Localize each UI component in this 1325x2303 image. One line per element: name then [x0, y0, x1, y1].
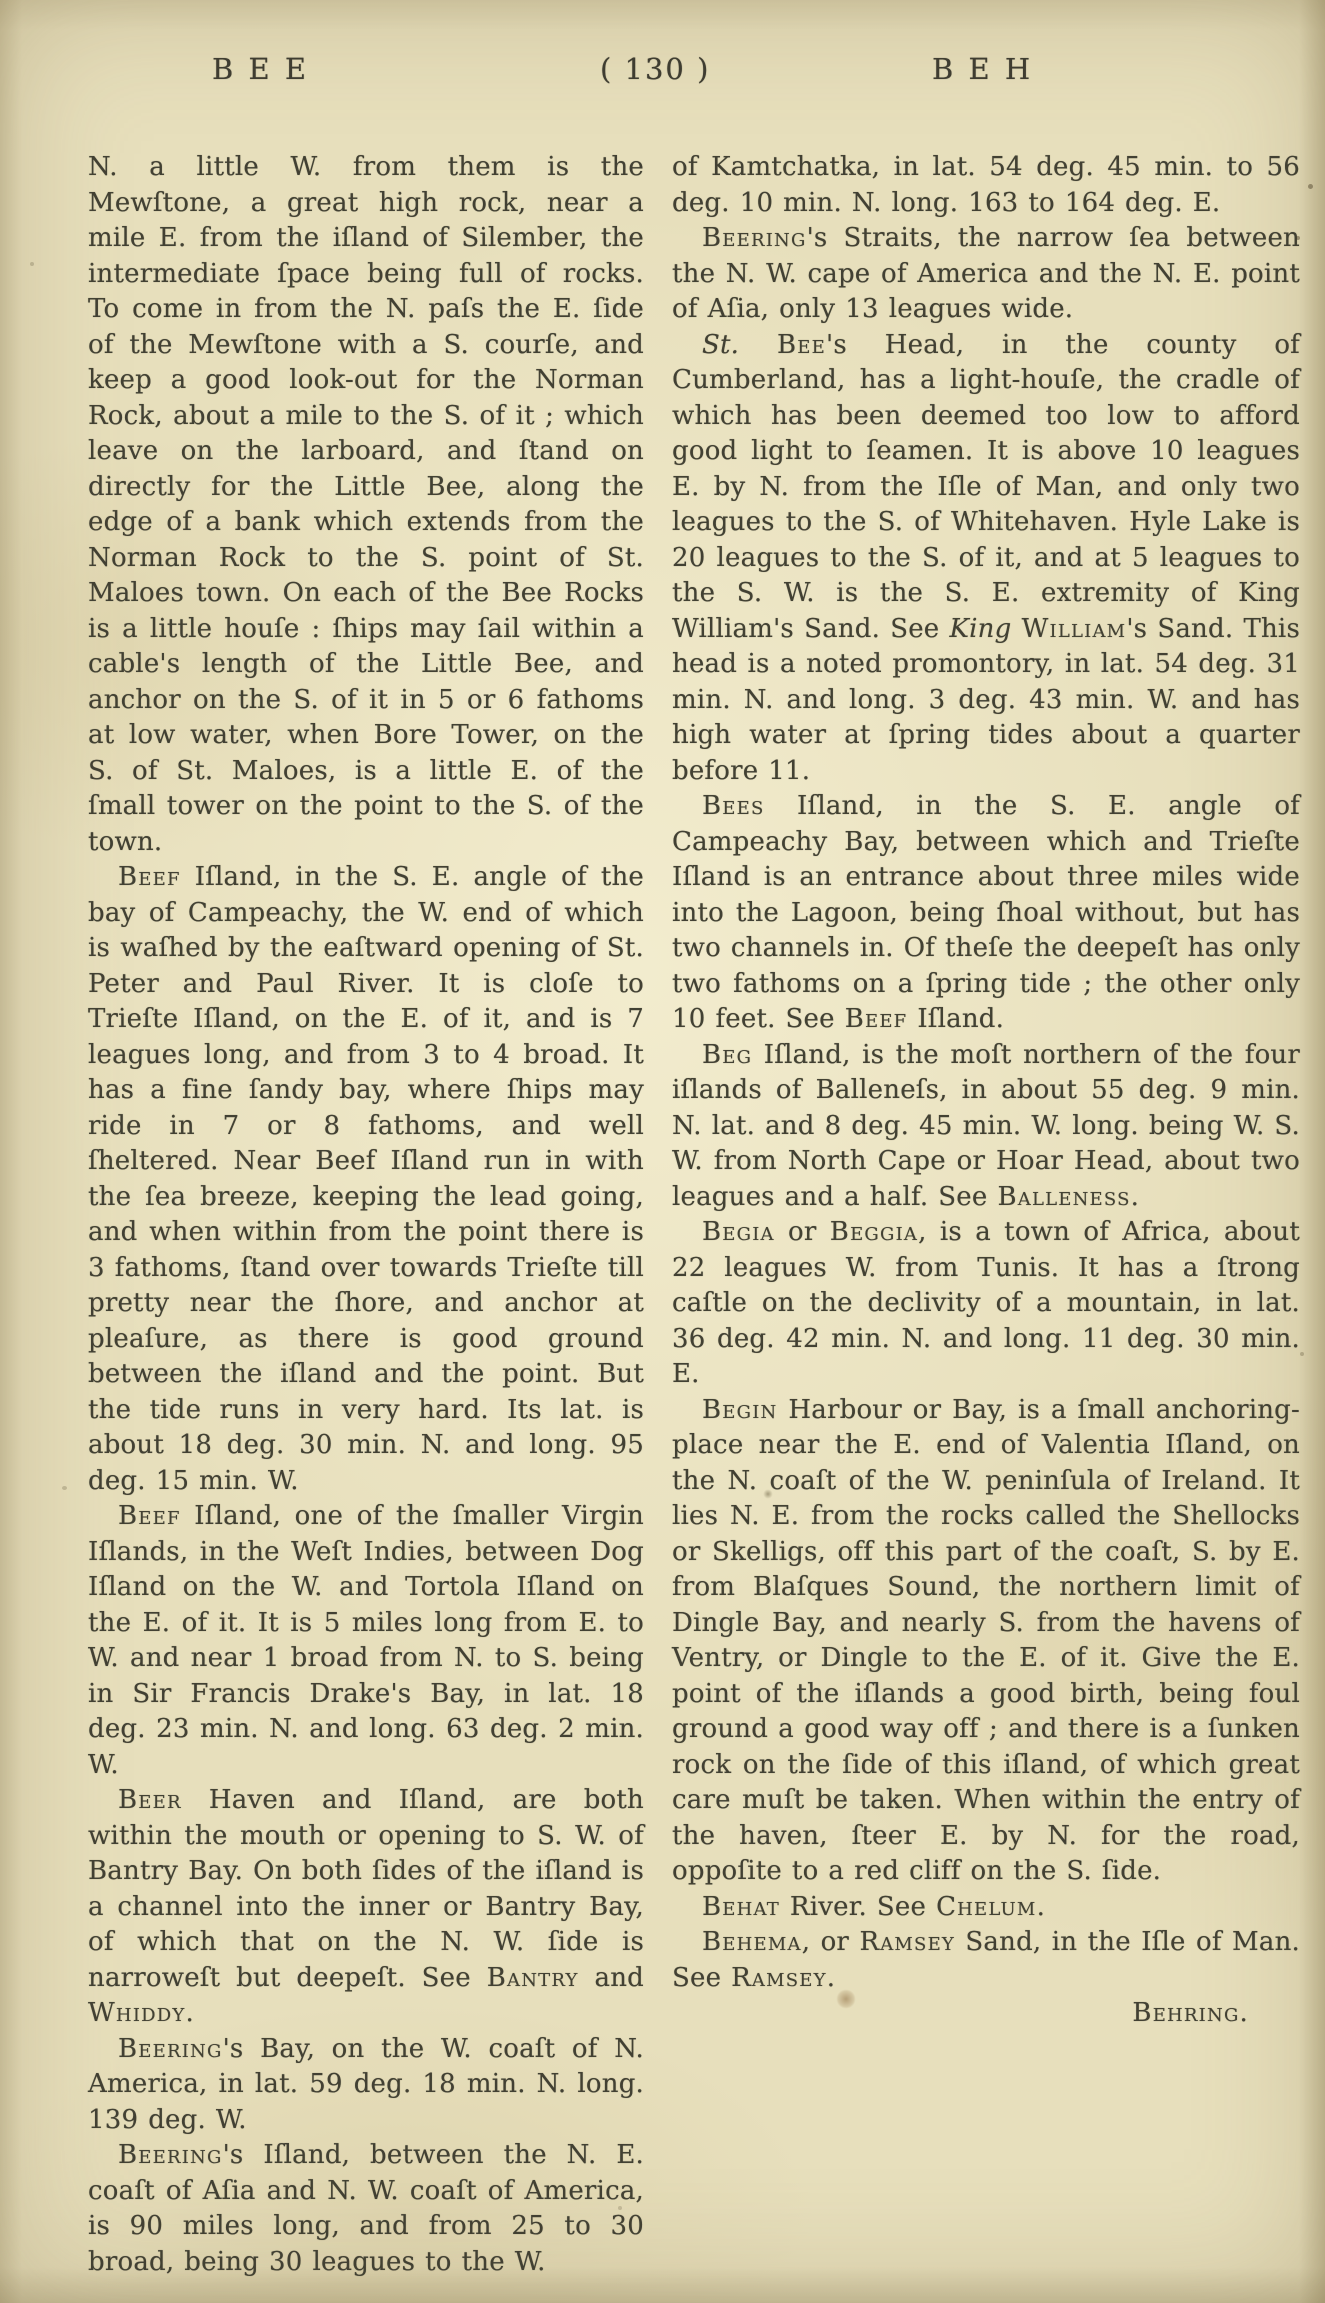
body-text: 's Straits, the narrow ſea between the N. W. cape of America and the N. E. point of Aſia, only 13 leagues wide.: [672, 223, 1300, 324]
body-text: 's Sand. This head is a noted promontory, in lat. 54 deg. 31 min. N. and long. 3 deg. 43 min. W. and has high water at ſpring tides about a quarter before 11.: [672, 613, 1300, 786]
left-column: [88, 150, 644, 2280]
body-text: , is a town of Africa, about 22 leagues W. from Tunis. It has a ſtrong caſtle on the declivity of a mountain, in lat. 36 deg. 42 min. N. and long. 11 deg. 30 min. E.: [672, 1217, 1300, 1389]
body-text: and: [578, 1962, 644, 1993]
entry-paragraph: [88, 1783, 644, 2032]
entry-headword: Balleness: [997, 1181, 1131, 1212]
running-head-right: B E H: [932, 52, 1034, 86]
body-text: St.: [702, 329, 777, 360]
body-text: Iſland.: [907, 1004, 1005, 1034]
entry-paragraph: [672, 1925, 1300, 1996]
entry-headword: Beggia: [829, 1217, 919, 1247]
entry-headword: Chelum: [936, 1891, 1037, 1922]
body-text: .: [185, 1998, 194, 2028]
entry-headword: Bantry: [486, 1962, 579, 1993]
body-text: 's Bay, on the W. coaſt of N. America, in lat. 59 deg. 18 min. N. long. 139 deg. W.: [88, 2033, 644, 2135]
body-text: Iſland, in the S. E. angle of Campeachy Bay, between which and Trieſte Iſland is an entrance about three miles wide into the Lagoon, being ſhoal without, but has two channels in. Of theſe the deepeſt has only two fathoms on a ſpring tide ; the other only 10 feet. See: [672, 791, 1300, 1034]
entry-paragraph: [672, 1890, 1300, 1926]
entry-paragraph: [672, 1215, 1300, 1393]
entry-paragraph: [672, 221, 1300, 328]
body-text: Iſland, is the moſt northern of the four iſlands of Balleneſs, in about 55 deg. 9 min. N. lat. and 8 deg. 45 min. W. long. being W. S. W. from North Cape or Hoar Head, about two leagues and a half. See: [672, 1039, 1300, 1212]
body-text: River. See: [779, 1891, 937, 1922]
body-text: or: [774, 1217, 830, 1247]
body-text: .: [826, 1962, 836, 1993]
entry-headword: Ramsey: [859, 1927, 956, 1957]
body-text: [1011, 614, 1021, 644]
body-text: .: [1239, 1998, 1248, 2028]
body-text: , or: [801, 1927, 860, 1957]
entry-headword: Beering: [702, 223, 807, 253]
entry-headword: Beer: [118, 1785, 182, 1815]
entry-headword: Begia: [702, 1217, 775, 1247]
body-text: .: [1036, 1891, 1046, 1922]
entry-headword: Beef: [118, 862, 181, 892]
entry-headword: Beg: [702, 1039, 753, 1070]
right-column: [672, 150, 1300, 2280]
body-text: .: [1130, 1181, 1140, 1212]
body-text: N. a little W. from them is the Mewſtone, a great high rock, near a mile E. from the iſland of Silember, the intermediate ſpace being full of rocks. To come in from the N. paſs the E. ſide of the Mewſtone with a S. courſe, and keep a good look-out for the Norman Rock, about a mile to the S. of it ; which leave on the larboard, and ſtand on directly for the Little Bee, along the edge of a bank which extends from the Norman Rock to the S. point of St. Maloes town. On each of the Bee Rocks is a little houſe : ſhips may ſail within a cable's length of the Little Bee, and anchor on the S. of it in 5 or 6 fathoms at low water, when Bore Tower, on the S. of St. Maloes, is a little E. of the ſmall tower on the point to the S. of the town.: [88, 152, 644, 857]
body-text: Haven and Iſland, are both within the mouth or opening to S. W. of Bantry Bay. On both ſides of the iſland is a channel into the inner or Bantry Bay, of which that on the N. W. ſide is narroweſt but deepeſt. See: [88, 1785, 644, 1993]
running-head-left: B E E: [212, 52, 310, 86]
entry-paragraph: [672, 1038, 1300, 1216]
entry-headword: Beef: [844, 1004, 908, 1034]
running-head: [0, 52, 1325, 96]
entry-paragraph: [88, 2138, 644, 2280]
ink-speck: [30, 262, 34, 266]
body-text: of Kamtchatka, in lat. 54 deg. 45 min. to 56 deg. 10 min. N. long. 163 to 164 deg. E.: [672, 152, 1300, 218]
entry-headword: Begin: [702, 1394, 778, 1425]
entry-headword: Behring: [1132, 1998, 1240, 2028]
body-text: Sand, in the Iſle of Man. See: [672, 1927, 1300, 1993]
body-text: Harbour or Bay, is a ſmall anchoring-place near the E. end of Valentia Iſland, on the N. coaſt of the W. peninſula of Ireland. It lies N. E. from the rocks called the Shellocks or Skelligs, off this part of the coaſt, S. by E. from Blaſques Sound, the northern limit of Dingle Bay, and nearly S. from the havens of Ventry, or Dingle to the E. of it. Give the E. point of the iſlands a good birth, being foul ground a good way off ; and there is a ſunken rock on the ſide of this iſland, of which great care muſt be taken. When within the entry of the haven, ſteer E. by N. for the road, oppoſite to a red cliff on the S. ſide.: [672, 1394, 1300, 1886]
entry-headword: Beering: [118, 2140, 223, 2170]
ink-speck: [1296, 236, 1300, 240]
entry-headword: Behema: [702, 1927, 802, 1957]
ink-speck: [62, 1486, 67, 1490]
page-number: ( 130 ): [600, 52, 711, 86]
body-text: 's Head, in the county of Cumberland, has a light-houſe, the cradle of which has been deemed too low to afford good light to ſeamen. It is above 10 leagues E. by N. from the Iſle of Man, and only two leagues to the S. of Whitehaven. Hyle Lake is 20 leagues to the S. of it, and at 5 leagues to the S. W. is the S. E. extremity of King William's Sand. See: [672, 329, 1300, 644]
continuation-paragraph: [88, 150, 644, 860]
entry-headword: Behat: [702, 1891, 780, 1922]
entry-paragraph: [88, 1499, 644, 1783]
ink-speck: [1308, 184, 1313, 189]
continuation-paragraph: [672, 150, 1300, 221]
entry-paragraph: [672, 1393, 1300, 1890]
ink-speck: [618, 2206, 622, 2210]
entry-headword: Bees: [702, 791, 765, 821]
entry-paragraph: [88, 860, 644, 1499]
body-text: Iſland, one of the ſmaller Virgin Iſlands, in the Weſt Indies, between Dog Iſland on the W. and Tortola Iſland on the E. of it. It is 5 miles long from E. to W. and near 1 broad from N. to S. being in Sir Francis Drake's Bay, in lat. 18 deg. 23 min. N. and long. 63 deg. 2 min. W.: [88, 1501, 644, 1780]
ink-speck: [1300, 1352, 1304, 1356]
entry-headword: Ramsey: [731, 1962, 827, 1993]
body-text: King: [949, 613, 1012, 644]
entry-headword: Beef: [118, 1501, 181, 1531]
entry-paragraph: [672, 789, 1300, 1038]
body-text: 's Iſland, between the N. E. coaſt of Aſia and N. W. coaſt of America, is 90 miles long, and from 25 to 30 broad, being 30 leagues to the W.: [88, 2140, 644, 2277]
entry-paragraph: [88, 2032, 644, 2139]
entry-headword: William: [1021, 613, 1127, 644]
entry-headword: Bee: [776, 329, 826, 360]
entry-headword: Beering: [118, 2033, 223, 2064]
entry-headword: Whiddy: [88, 1998, 186, 2028]
catchword: [672, 1996, 1300, 2032]
body-text: Iſland, in the S. E. angle of the bay of Campeachy, the W. end of which is waſhed by the eaſtward opening of St. Peter and Paul River. It is cloſe to Trieſte Iſland, on the E. of it, and is 7 leagues long, and from 3 to 4 broad. It has a fine ſandy bay, where ſhips may ride in 7 or 8 fathoms, and well ſheltered. Near Beef Iſland run in with the ſea breeze, keeping the lead going, and when within from the point there is 3 fathoms, ſtand over towards Trieſte till pretty near the ſhore, and anchor at pleaſure, as there is good ground between the iſland and the point. But the tide runs in very hard. Its lat. is about 18 deg. 30 min. N. and long. 95 deg. 15 min. W.: [88, 862, 644, 1496]
text-columns: [88, 150, 1300, 2280]
entry-paragraph: [672, 328, 1300, 790]
